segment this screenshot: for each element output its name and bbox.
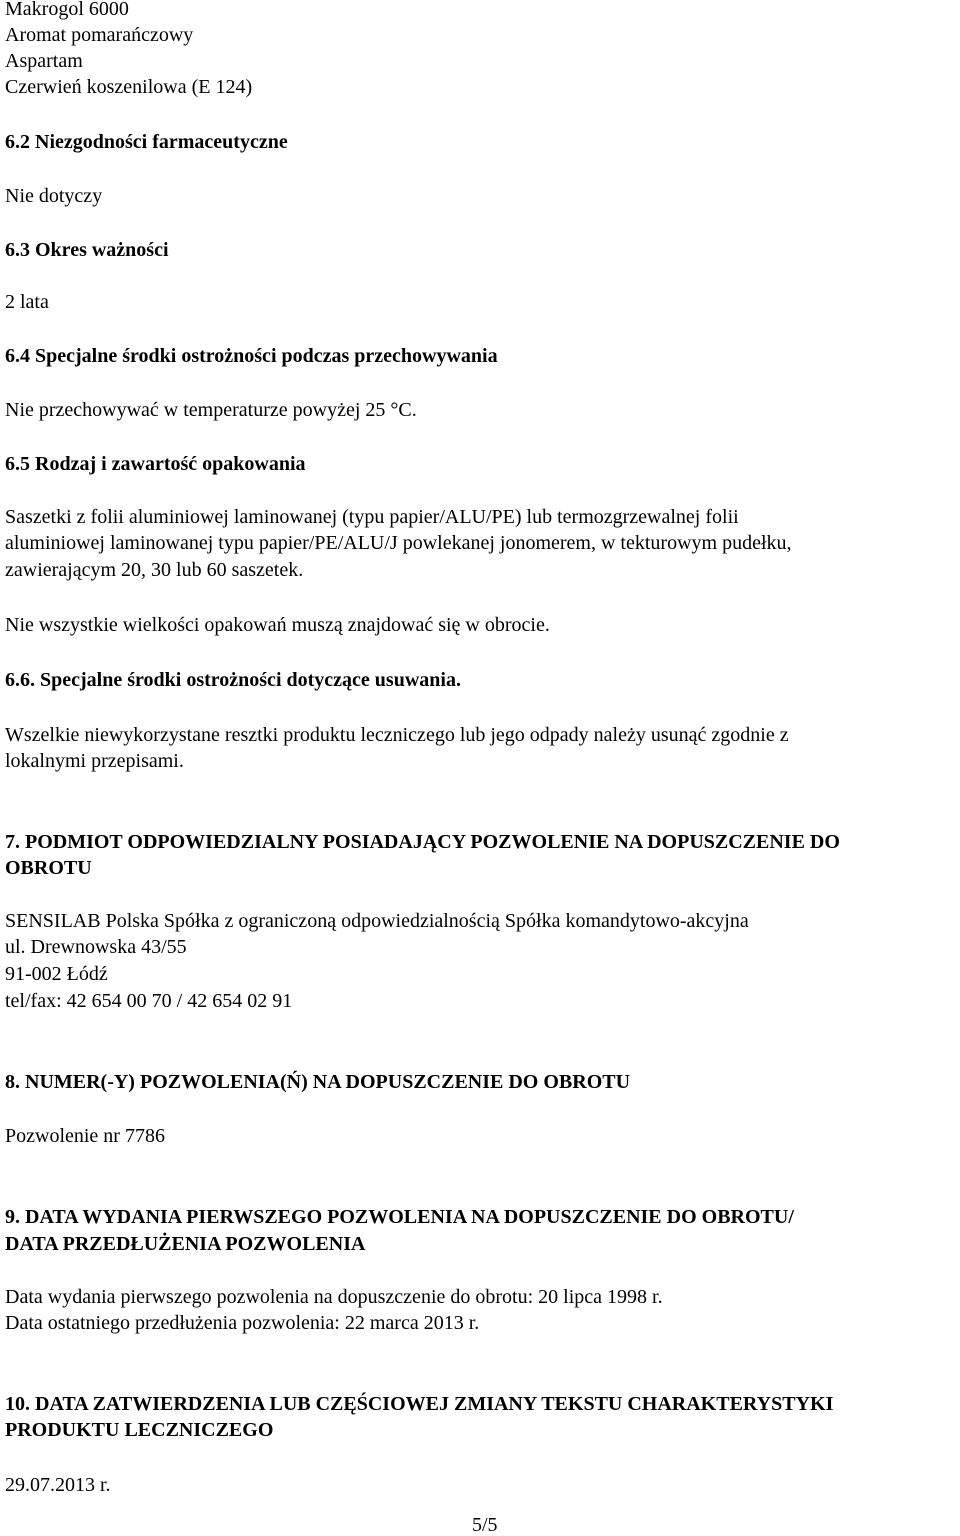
ingredient-line: Czerwień koszenilowa (E 124) [5,76,253,98]
authorization-number: Pozwolenie nr 7786 [5,1125,165,1147]
section-heading-6-2: 6.2 Niezgodności farmaceutyczne [5,131,288,153]
holder-street: ul. Drewnowska 43/55 [5,936,187,958]
section-heading-8: 8. NUMER(-Y) POZWOLENIA(Ń) NA DOPUSZCZENIE DO OBROTU [5,1071,631,1093]
page-number: 5/5 [472,1514,498,1536]
section-heading-6-3: 6.3 Okres ważności [5,239,169,261]
section-text-6-3: 2 lata [5,291,49,313]
holder-name: SENSILAB Polska Spółka z ograniczoną odpowiedzialnością Spółka komandytowo-akcyjna [5,910,749,932]
revision-date: 29.07.2013 r. [5,1474,111,1496]
first-authorization-date: Data wydania pierwszego pozwolenia na dopuszczenie do obrotu: 20 lipca 1998 r. [5,1286,663,1308]
paragraph-line: Saszetki z folii aluminiowej laminowanej (typu papier/ALU/PE) lub termozgrzewalnej folii [5,506,739,528]
section-heading-10-line: 10. DATA ZATWIERDZENIA LUB CZĘŚCIOWEJ ZMIANY TEKSTU CHARAKTERYSTYKI [5,1393,834,1415]
ingredient-line: Aromat pomarańczowy [5,24,194,46]
holder-phone: tel/fax: 42 654 00 70 / 42 654 02 91 [5,990,293,1012]
section-heading-6-5: 6.5 Rodzaj i zawartość opakowania [5,453,306,475]
section-heading-7-line: 7. PODMIOT ODPOWIEDZIALNY POSIADAJĄCY POZWOLENIE NA DOPUSZCZENIE DO [5,831,840,853]
paragraph-line: lokalnymi przepisami. [5,750,184,772]
section-note-6-5: Nie wszystkie wielkości opakowań muszą znajdować się w obrocie. [5,614,550,636]
section-heading-7-line: OBROTU [5,857,92,879]
holder-city: 91-002 Łódź [5,963,108,985]
section-heading-6-4: 6.4 Specjalne środki ostrożności podczas przechowywania [5,345,498,367]
section-text-6-4: Nie przechowywać w temperaturze powyżej 25 °C. [5,399,417,421]
paragraph-line: Wszelkie niewykorzystane resztki produktu leczniczego lub jego odpady należy usunąć zgodnie z [5,724,789,746]
ingredient-line: Makrogol 6000 [5,0,129,20]
paragraph-line: aluminiowej laminowanej typu papier/PE/ALU/J powlekanej jonomerem, w tekturowym pudełku, [5,532,792,554]
section-text-6-2: Nie dotyczy [5,185,103,207]
paragraph-line: zawierającym 20, 30 lub 60 saszetek. [5,559,304,581]
section-heading-6-6: 6.6. Specjalne środki ostrożności dotyczące usuwania. [5,669,461,691]
section-heading-10-line: PRODUKTU LECZNICZEGO [5,1419,274,1441]
section-heading-9-line: 9. DATA WYDANIA PIERWSZEGO POZWOLENIA NA DOPUSZCZENIE DO OBROTU/ [5,1206,794,1228]
ingredient-line: Aspartam [5,50,83,72]
section-heading-9-line: DATA PRZEDŁUŻENIA POZWOLENIA [5,1233,366,1255]
renewal-date: Data ostatniego przedłużenia pozwolenia: 22 marca 2013 r. [5,1312,480,1334]
